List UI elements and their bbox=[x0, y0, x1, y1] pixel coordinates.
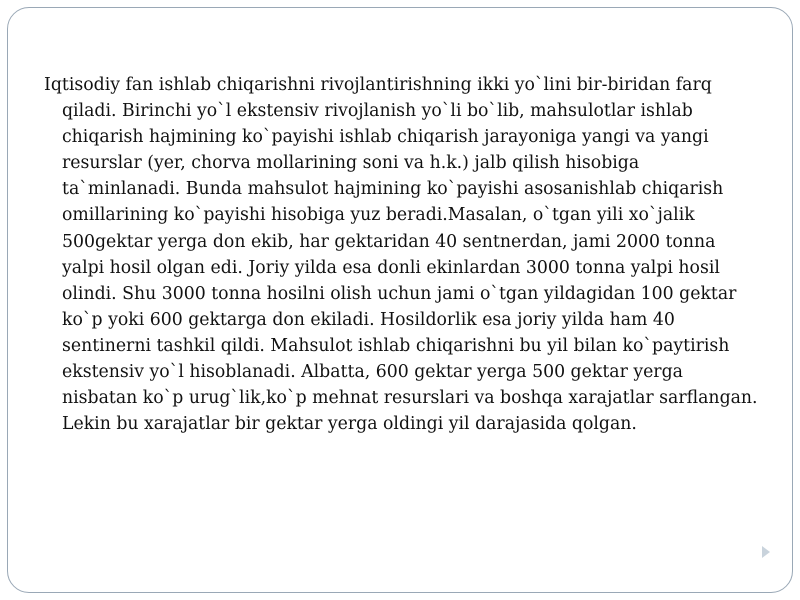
slide-corner-triangle-icon bbox=[762, 546, 770, 558]
text-line: 500gektar yerga don ekib, har gektaridan 40 sentnerdan, jami 2000 tonna bbox=[62, 231, 716, 252]
slide-frame bbox=[7, 7, 793, 593]
text-line: Lekin bu xarajatlar bir gektar yerga oldingi yil darajasida qolgan. bbox=[62, 414, 637, 435]
text-line: omillarining ko`payishi hisobiga yuz beradi.Masalan, o`tgan yili xo`jalik bbox=[62, 205, 695, 226]
text-line: nisbatan ko`p urug`lik,ko`p mehnat resurslari va boshqa xarajatlar sarflangan. bbox=[62, 388, 758, 409]
text-line: ko`p yoki 600 gektarga don ekiladi. Hosildorlik esa joriy yilda ham 40 bbox=[62, 309, 675, 330]
text-line: sentinerni tashkil qildi. Mahsulot ishlab chiqarishni bu yil bilan ko`paytirish bbox=[62, 335, 730, 356]
text-line: chiqarish hajmining ko`payishi ishlab chiqarish jarayoniga yangi va yangi bbox=[62, 127, 709, 148]
slide-body-text bbox=[44, 72, 786, 437]
text-line: qiladi. Birinchi yo`l ekstensiv rivojlanish yo`li bo`lib, mahsulotlar ishlab bbox=[62, 101, 693, 122]
text-line: ta`minlanadi. Bunda mahsulot hajmining ko`payishi asosanishlab chiqarish bbox=[62, 179, 724, 200]
text-line: Iqtisodiy fan ishlab chiqarishni rivojlantirishning ikki yo`lini bir-biridan farq bbox=[44, 75, 712, 95]
text-line: ekstensiv yo`l hisoblanadi. Albatta, 600 gektar yerga 500 gektar yerga bbox=[62, 362, 683, 383]
text-line: olindi. Shu 3000 tonna hosilni olish uchun jami o`tgan yildagidan 100 gektar bbox=[62, 283, 737, 304]
text-line: resurslar (yer, chorva mollarining soni va h.k.) jalb qilish hisobiga bbox=[62, 153, 640, 174]
text-line: yalpi hosil olgan edi. Joriy yilda esa donli ekinlardan 3000 tonna yalpi hosil bbox=[62, 257, 720, 278]
